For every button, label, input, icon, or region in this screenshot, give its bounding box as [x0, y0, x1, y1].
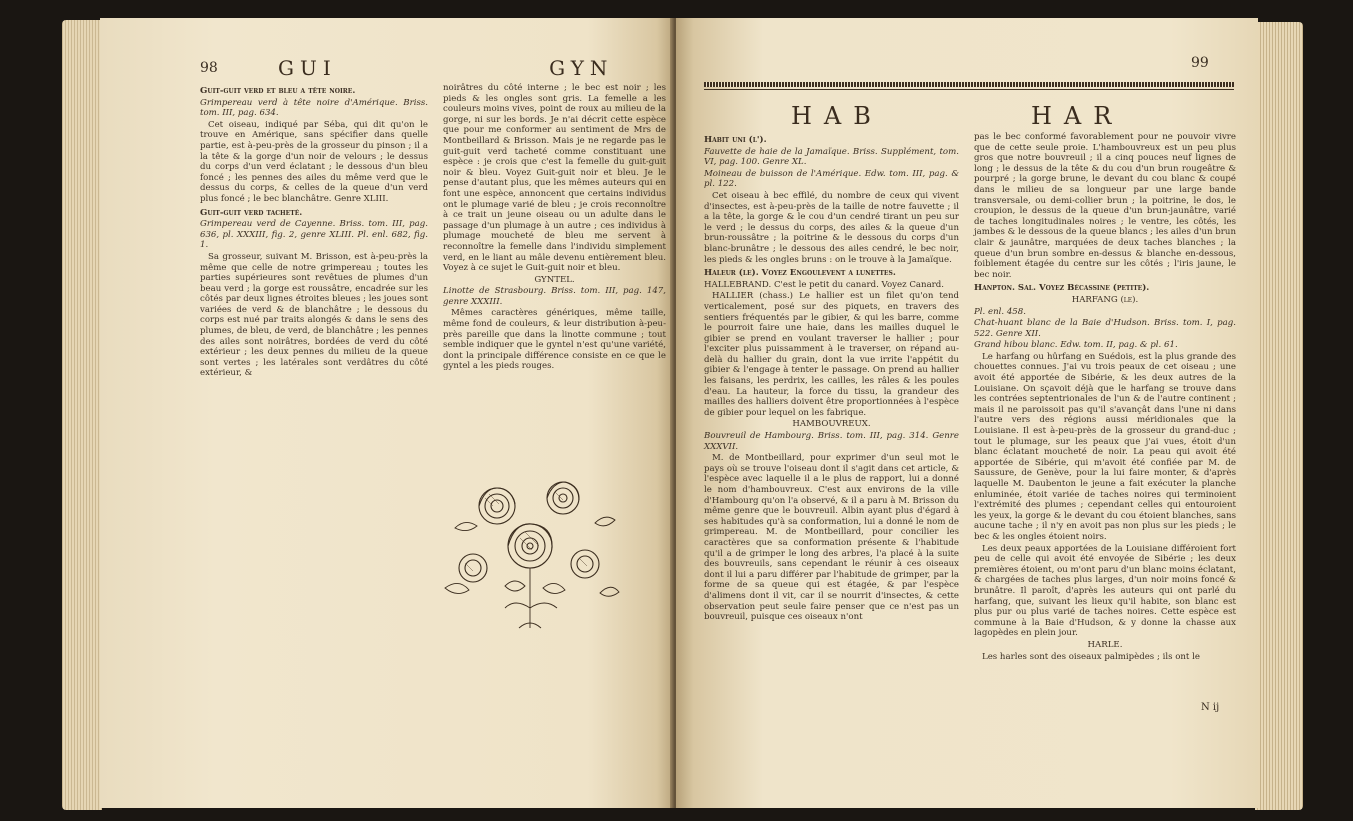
paragraph: Les harles sont des oiseaux palmipèdes ; ils ont le: [982, 651, 1200, 662]
left-column-1: [200, 83, 428, 380]
signature-mark: N ij: [1201, 702, 1220, 713]
right-page-edges: [1255, 22, 1303, 810]
citation: Pl. enl. 458.: [974, 306, 1026, 317]
right-column-1: [704, 132, 959, 624]
rose-center: [508, 524, 552, 568]
right-page: [676, 18, 1258, 808]
paragraph: HALLIER (chass.) Le hallier est un filet qu'on tend verticalement, posé sur des piquets, en travers des sentiers fréquentés par le gibier, & qui les barre, comme le pourroit faire une haie, dans les mailles duquel le gibier se prend en voulant traverser le hallier ; pour l'exciter plus puissamment à le traverser, on répand au-delà du hallier du grain, dont la vue irrite l'appétit du gibier & l'engage à tenter le passage. On prend au hallier les faisans, les perdrix, les cailles, les râles & les poules d'eau. La hauteur, la force du tissu, la grandeur des mailles des halliers doivent être proportionnées à l'espèce de gibier pour lequel on les fabrique.: [704, 291, 959, 418]
citation: Bouvreuil de Hambourg. Briss. tom. III, pag. 314. Genre XXXVII.: [704, 431, 959, 452]
left-page-edges: [62, 20, 102, 810]
right-page-number: 99: [1191, 55, 1209, 71]
rose-lower-left: [459, 554, 487, 582]
paragraph: Mêmes caractères génériques, même taille, même fond de couleurs, & leur distribution à-peu-près pareille que dans la linotte commune ; tout semble indiquer que le gyntel n'est qu'une variété, dont la principale différence consiste en ce que le gyntel a les pieds rouges.: [443, 308, 666, 372]
left-page: [100, 18, 674, 808]
entry-heading: Guit-guit verd tacheté.: [200, 207, 303, 218]
paragraph: noirâtres du côté interne ; le bec est noir ; les pieds & les ongles sont gris. La femelle a les couleurs moins vives, point de roux au milieu de la gorge, ni sur les bords. Je n'ai décrit cette espèce que pour me conformer au sentiment de Mrs de Montbeillard & Brisson. Mais je ne regarde pas le guit-guit verd tacheté comme constituant une espèce : je crois que c'est la femelle du guit-guit noir & bleu. Voyez Guit-guit noir et bleu. Je le pense d'autant plus, que les mêmes auteurs qui en font une espèce, annoncent que certains individus ont le plumage varié de bleu ; je crois reconnoître à ce trait un jeune oiseau ou un adulte dans le passage d'un plumage à un autre ; ces individus à plumage moucheté de bleu me servent à reconnoître la femelle dans l'individu simplement verd, en le liant au mâle devenu entièrement bleu. Voyez à ce sujet le Guit-guit noir et bleu.: [443, 83, 666, 274]
paragraph: Le harfang ou hûrfang en Suédois, est la plus grande des chouettes connues. J'ai vu trois peaux de cet oiseau ; une avoit été apportée de Sibérie, & les deux autres de la Louisiane. On sçavoit déjà que le harfang se trouve dans les contrées septentrionales de l'un & de l'autre continent ; mais il ne paroissoit pas qu'il s'avançât dans l'une ni dans l'autre vers des régions aussi méridionales que la Louisiane. Il est à-peu-près de la grosseur du grand-duc ; tout le plumage, sur les peaux que j'ai vues, étoit d'un blanc éclatant moucheté de noir. La peau qui avoit été apportée de Sibérie, qui m'avoit été confiée par M. de Saussure, de Genève, pour la lui faire monter, & d'après laquelle M. Daubenton le jeune a fait exécuter la planche enluminée, étoit variée de taches noires qui terminoient l'extrémité des plumes ; cependant celles qui entouroient les yeux, la gorge & le devant du cou étoient blanches, sans aucune tache ; il n'y en avoit pas non plus sur les pieds ; le bec & les ongles étoient noirs.: [974, 351, 1236, 542]
floral-vignette: [435, 468, 620, 638]
rose-top-right: [547, 482, 579, 514]
heading-right: HAR: [1031, 102, 1124, 130]
left-page-number: 98: [200, 60, 218, 76]
rose-top-left: [479, 488, 515, 524]
entry-heading: Hanpton. Sal. Voyez Bécassine (petite).: [974, 283, 1150, 294]
thin-rule: [704, 89, 1234, 90]
article-title: HAMBOUVREUX.: [792, 419, 871, 430]
entry-heading: Habit uni (l').: [704, 135, 767, 145]
citation: Chat-huant blanc de la Baie d'Hudson. Briss. tom. I, pag. 522. Genre XII.: [974, 318, 1236, 339]
paragraph: M. de Montbeillard, pour exprimer d'un seul mot le pays où se trouve l'oiseau dont il s'agit dans cet article, & l'espèce avec laquelle il a le plus de rapport, lui a donné le nom d'hambouvreux. C'est aux environs de la ville d'Hambourg qu'on l'a observé, & il a paru à M. Brisson du même genre que le bouvreuil. Albin ayant plus d'égard à ses habitudes qu'à sa conformation, lui a donné le nom de grimpereau. M. de Montbeillard, pour concilier les caractères que sa conformation présente & l'habitude qu'il a de grimper le long des arbres, l'a placé à la suite des bouvreuils, sans cependant le réunir à ces oiseaux dont il lui a paru différer par l'habitude de grimper, par la forme de sa queue qui est étagée, & par l'espèce d'alimens dont il vit, car il se nourrit d'insectes, & cette observation peut seule faire penser que ce n'est pas un bouvreuil, puisque ces oiseaux n'ont: [704, 453, 959, 623]
heading-left: HAB: [791, 102, 883, 130]
citation: Grand hibou blanc. Edw. tom. II, pag. & pl. 61.: [974, 340, 1178, 351]
right-column-2: [974, 132, 1236, 663]
entry-heading: Haleur (le). Voyez Engoulevent a lunettes.: [704, 268, 896, 279]
entry-heading: Guit-guit verd et bleu a tête noire.: [200, 86, 356, 96]
article-title: HARLE.: [1087, 639, 1123, 650]
citation: Grimpereau verd de Cayenne. Briss. tom. III, pag. 636, pl. XXXIII, fig. 2, genre XLIII. Pl. enl. 682, fig. 1.: [200, 219, 428, 251]
paragraph: HALLEBRAND. C'est le petit du canard. Voyez Canard.: [704, 279, 945, 290]
citation: Fauvette de haie de la Jamaïque. Briss. Supplément, tom. VI, pag. 100. Genre XL.: [704, 146, 959, 168]
paragraph: Sa grosseur, suivant M. Brisson, est à-peu-près la même que celle de notre grimpereau ; toutes les parties supérieures sont revêtues de plumes d'un beau verd ; la gorge est roussâtre, encadrée sur les côtés par deux lignes étroites bleues ; les joues sont variées de verd & de blanchâtre ; le dessous du corps est nué par traits alongés & dans le sens des plumes, de bleu, de verd, de blanchâtre ; les pennes des ailes sont noirâtres, bordées de verd du côté extérieur ; les deux pennes du milieu de la queue sont vertes ; les latérales sont verdâtres du côté extérieur, &: [200, 251, 428, 379]
double-rule: [704, 82, 1234, 87]
article-title: HARFANG (le).: [1071, 294, 1139, 305]
paragraph: Cet oiseau, indiqué par Séba, qui dit qu'on le trouve en Amérique, sans spécifier dans quelle partie, est à-peu-près de la grosseur du pinson ; il a la tête & la gorge d'un noir de velours ; le dessus du corps d'un verd éclatant ; le dessous d'un bleu foncé ; les pennes des ailes du même verd que le dessus du corps, & celles de la queue d'un verd plus foncé ; le bec blanchâtre. Genre XLIII.: [200, 119, 428, 204]
citation: Moineau de buisson de l'Amérique. Edw. tom. III, pag. & pl. 122.: [704, 168, 959, 190]
foliage: [445, 517, 619, 628]
paragraph: pas le bec conformé favorablement pour ne pouvoir vivre que de cette seule proie. L'hambouvreux est un peu plus gros que notre bouvreuil ; il a cinq pouces neuf lignes de long ; le dessus de la tête & du cou d'un brun rougeâtre & pourpré ; la gorge brune, le devant du cou blanc & coupé dans le milieu de sa longueur par une large bande transversale, ou demi-collier brun ; la poitrine, le dos, le croupion, le dessus de la queue d'un brun-jaunâtre, varié de taches longitudinales noires ; le ventre, les côtés, les jambes & le dessous de la queue blancs ; les ailes d'un brun clair & jaunâtre, marquées de deux taches blanches ; la queue d'un brun sombre en-dessus & blanche en-dessous, foiblement étagée du centre sur les côtés ; l'iris jaune, le bec noir.: [974, 132, 1236, 280]
paragraph: Cet oiseau à bec effilé, du nombre de ceux qui vivent d'insectes, est à-peu-près de la taille de notre fauvette ; il a la tête, la gorge & le cou d'un cendré tirant un peu sur le verd ; le dessus du corps, des ailes & la queue d'un brun-roussâtre ; la poitrine & le dessous du corps d'un blanc-brunâtre ; le dessous des ailes cendré, le bec noir, les pieds & les ongles bruns : on le trouve à la Jamaïque.: [704, 190, 959, 265]
left-running-head: GUI GYN: [278, 56, 614, 80]
paragraph: Les deux peaux apportées de la Louisiane différoient fort peu de celle qui avoit été envoyée de Sibérie ; les deux premières étoient, ou m'ont paru d'un blanc moins éclatant, & chargées de taches plus larges, d'un noir moins foncé & brunâtre. Il paroît, d'après les auteurs qui ont parlé du harfang, que, suivant les lieux qu'il habite, son blanc est plus pur ou plus varié de taches noires. Cette espèce est commune à la Baie d'Hudson, & y donne la chasse aux lagopèdes en plein jour.: [974, 543, 1236, 639]
citation: Linotte de Strasbourg. Briss. tom. III, pag. 147, genre XXXIII.: [443, 286, 666, 307]
article-title: GYNTEL.: [534, 274, 575, 285]
left-column-2: [443, 83, 666, 373]
citation: Grimpereau verd à tête noire d'Amérique. Briss. tom. III, pag. 634.: [200, 97, 428, 119]
